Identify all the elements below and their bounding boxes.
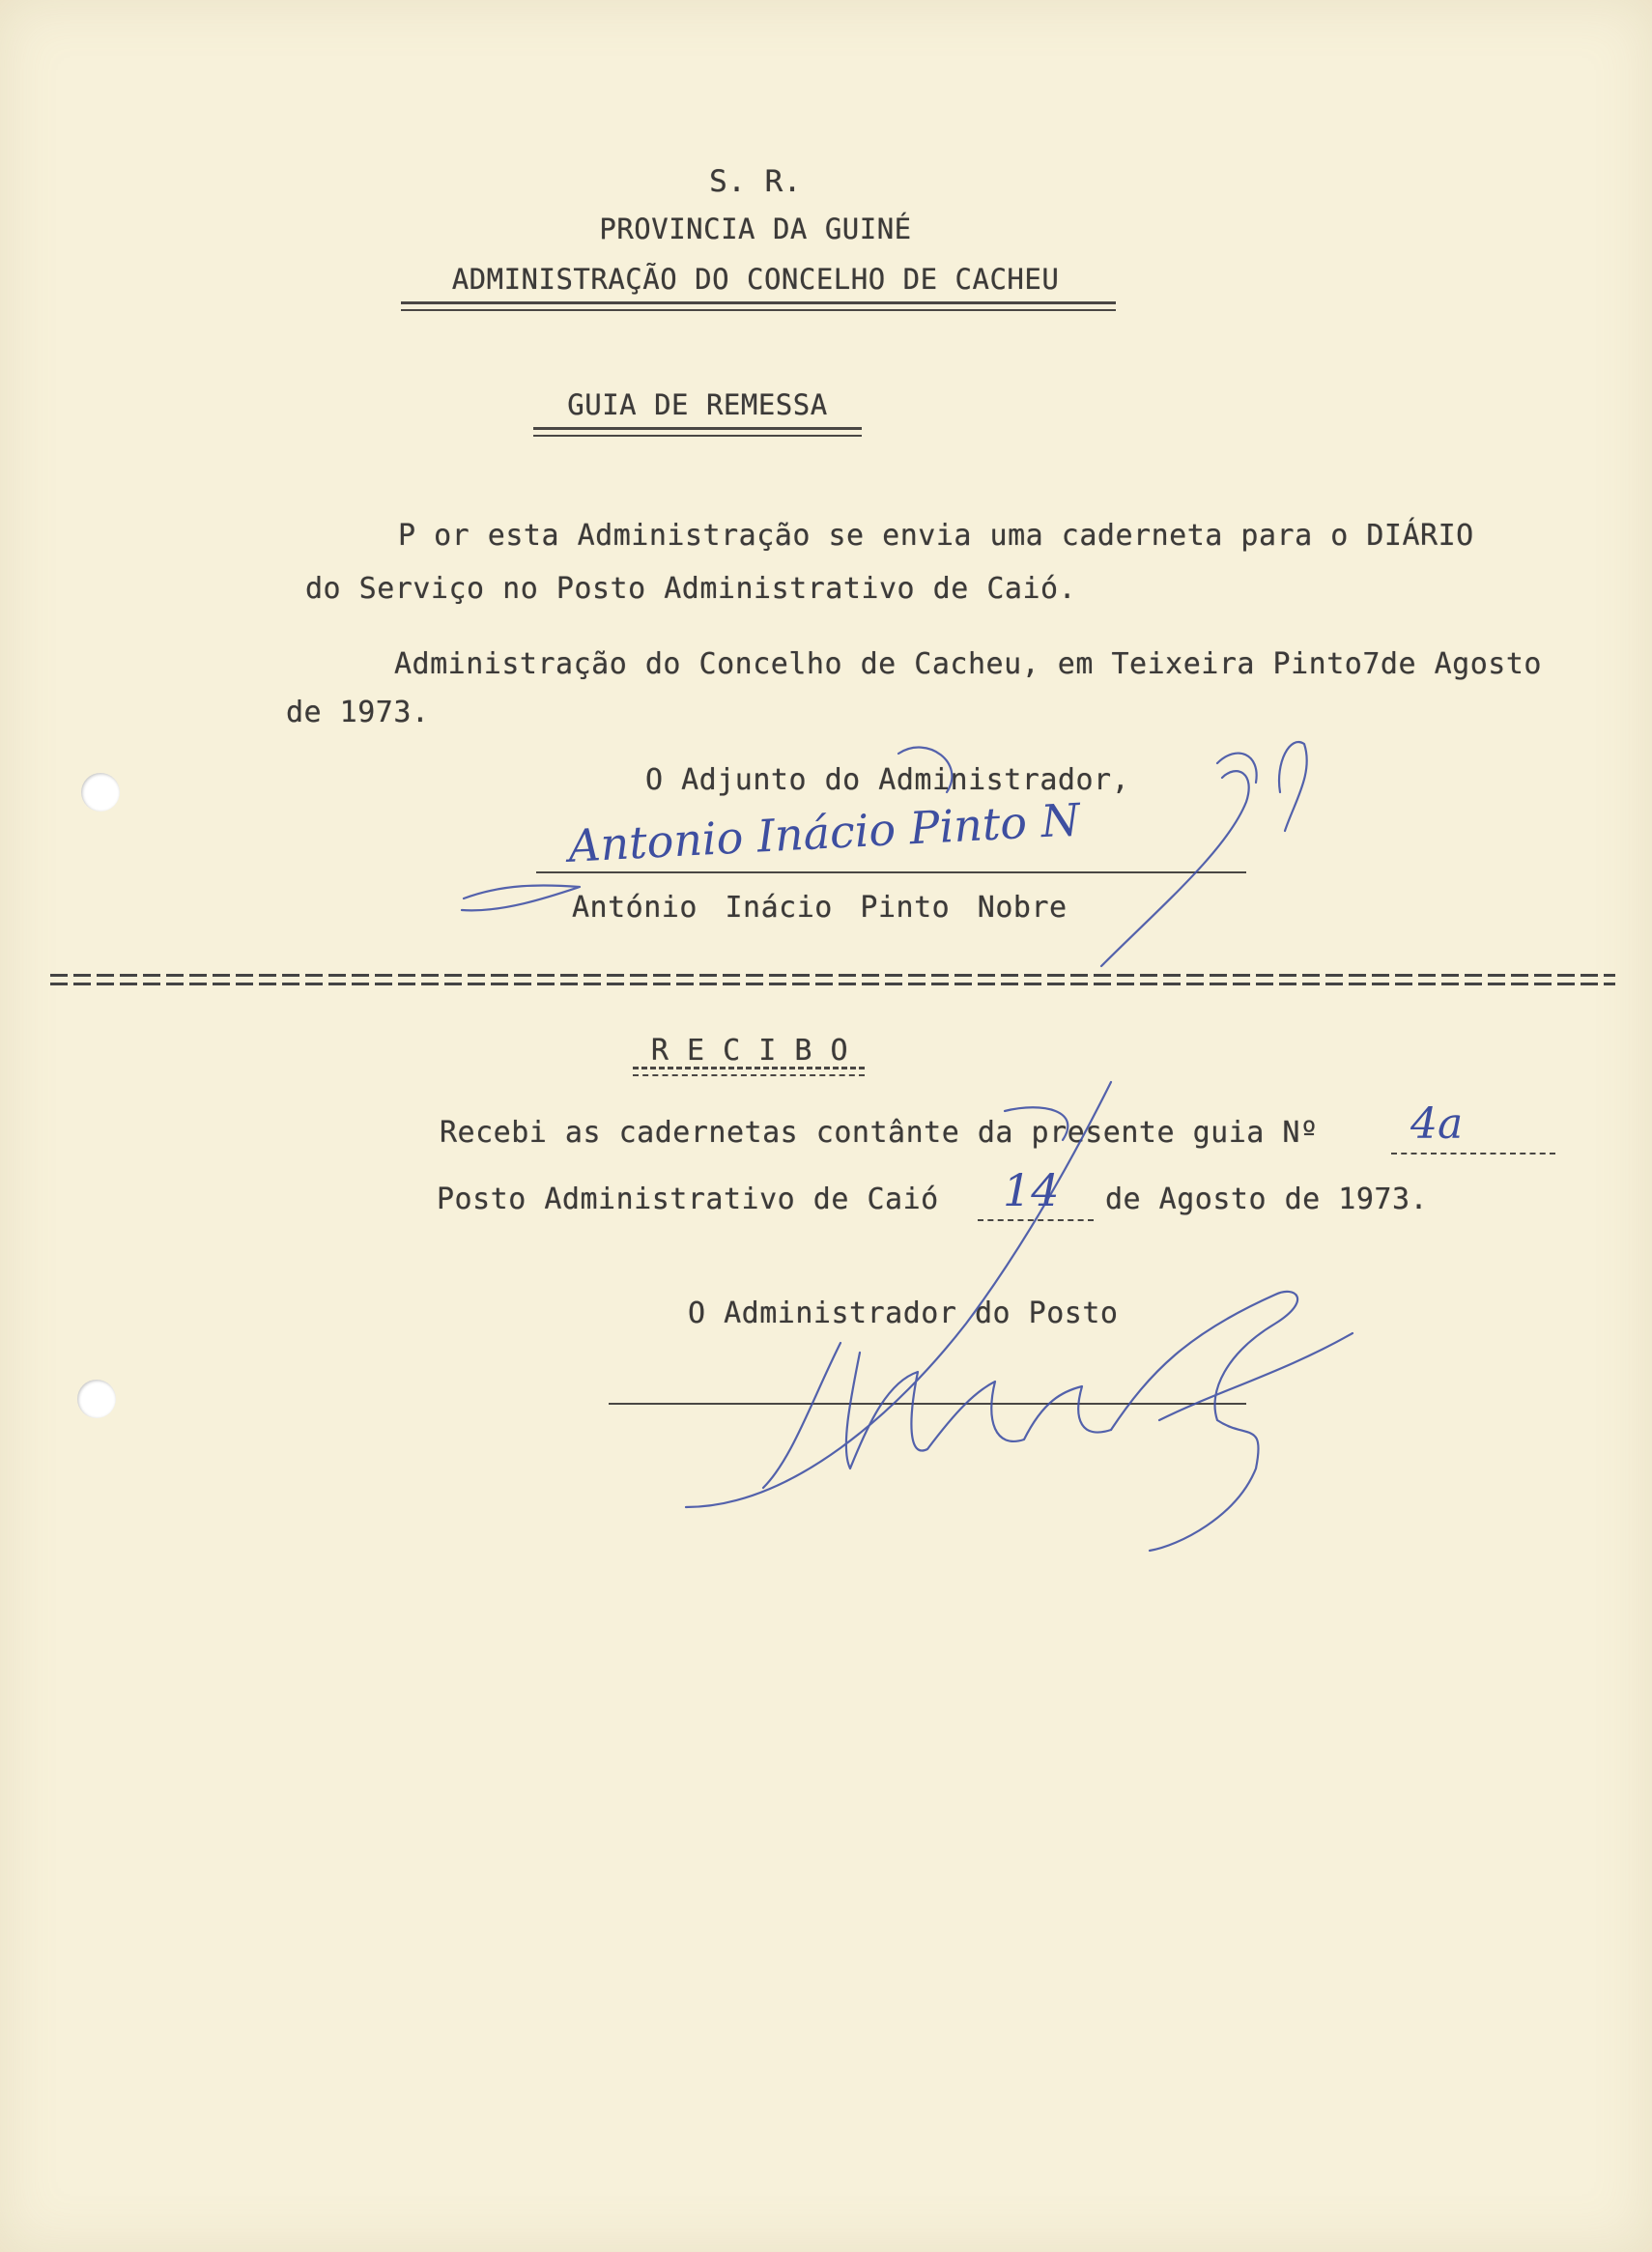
guide-signature-line bbox=[536, 871, 1246, 873]
lower-signature-stroke bbox=[763, 1343, 840, 1488]
header-province: PROVINCIA DA GUINÉ bbox=[599, 213, 912, 245]
section-separator bbox=[50, 974, 1615, 991]
lower-signature-stroke bbox=[1159, 1333, 1353, 1420]
guide-signer-role: O Adjunto do Administrador, bbox=[645, 763, 1130, 797]
guide-place-date-line2: de 1973. bbox=[286, 696, 430, 729]
guide-title: GUIA DE REMESSA bbox=[567, 388, 828, 421]
receipt-title-underline bbox=[633, 1067, 865, 1076]
receipt-signature-line bbox=[609, 1403, 1246, 1405]
receipt-line1: Recebi as cadernetas contânte da presente guia Nº bbox=[440, 1116, 1319, 1150]
guide-signer-name: António Inácio Pinto Nobre bbox=[572, 891, 1068, 925]
receipt-line2-prefix: Posto Administrativo de Caió bbox=[437, 1183, 939, 1216]
lower-signature-stroke bbox=[846, 1353, 1111, 1468]
header-sr: S. R. bbox=[709, 164, 802, 199]
guide-title-underline bbox=[533, 427, 862, 437]
receipt-guide-number: 4a bbox=[1410, 1099, 1464, 1149]
guide-body-line1: P or esta Administração se envia uma caderneta para o DIÁRIO bbox=[398, 519, 1474, 553]
upper-signature-stroke bbox=[1217, 754, 1257, 783]
punch-hole-top bbox=[81, 773, 120, 812]
guide-signature: Antonio Inácio Pinto N bbox=[566, 793, 1082, 872]
receipt-signer-role: O Administrador do Posto bbox=[688, 1297, 1119, 1330]
punch-hole-bottom bbox=[77, 1380, 116, 1418]
receipt-day: 14 bbox=[1003, 1164, 1060, 1216]
header-administration: ADMINISTRAÇÃO DO CONCELHO DE CACHEU bbox=[451, 263, 1060, 296]
receipt-title: R E C I B O bbox=[650, 1034, 849, 1068]
header-underline bbox=[401, 301, 1116, 311]
guide-place-date-line1: Administração do Concelho de Cacheu, em Teixeira Pinto7de Agosto bbox=[394, 647, 1542, 681]
guide-body-line2: do Serviço no Posto Administrativo de Caió. bbox=[305, 572, 1077, 606]
upper-signature-stroke bbox=[1101, 771, 1249, 966]
upper-signature-stroke bbox=[462, 885, 580, 910]
upper-signature-stroke bbox=[1279, 742, 1307, 831]
receipt-day-line bbox=[978, 1219, 1094, 1221]
receipt-guide-number-line bbox=[1391, 1153, 1555, 1155]
lower-signature-stroke bbox=[1111, 1292, 1297, 1551]
receipt-line2-suffix: de Agosto de 1973. bbox=[1105, 1183, 1429, 1216]
